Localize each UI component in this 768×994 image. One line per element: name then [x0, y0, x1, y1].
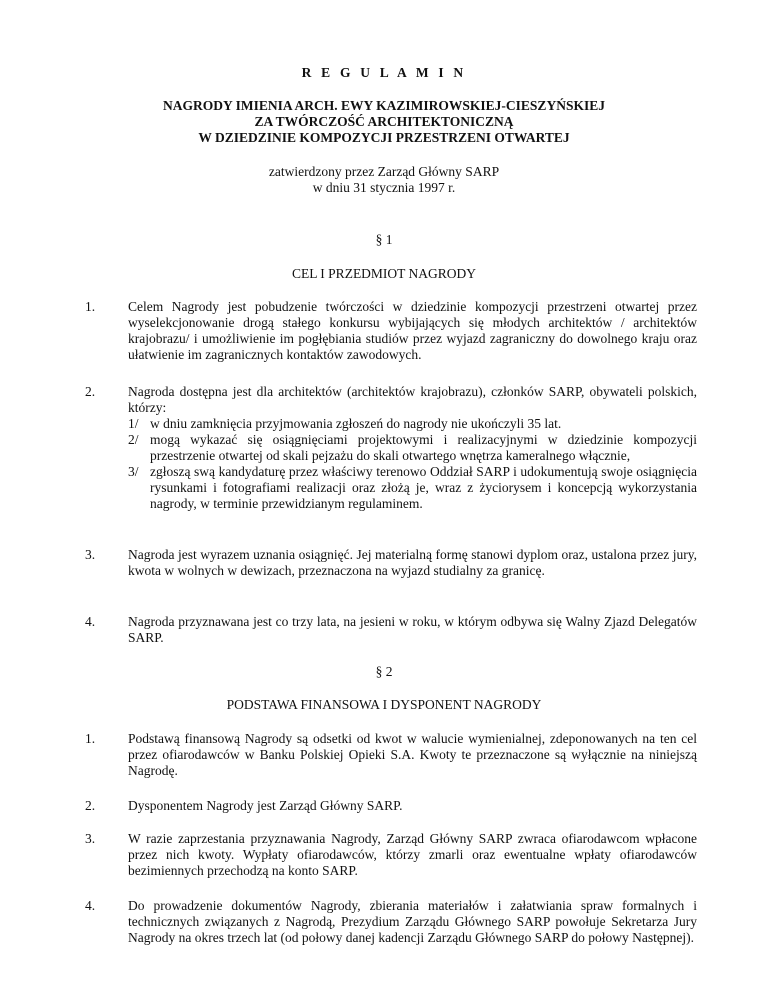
sub-item-label: 2/: [128, 432, 139, 447]
sub-item-text: zgłoszą swą kandydaturę przez właściwy terenowo Oddział SARP i udokumentują swoje osiągnięcia rysunkami i fotografiami realizacji oraz złożą je, wraz z życiorysem i koncepcją wykorzystania nagrody, w terminie przewidzianym regulaminem.: [150, 464, 697, 511]
sub-item-label: 1/: [128, 416, 139, 431]
sub-list: [128, 416, 697, 512]
sub-item-text: mogą wykazać się osiągnięciami projektowymi i realizacyjnymi w dziedzinie kompozycji przestrzenie otwartej od skali pejzażu do skali otwartego wnętrza kameralnego włącznie,: [150, 432, 697, 463]
section-heading: CEL I PRZEDMIOT NAGRODY: [291, 266, 477, 281]
subtitle-line: W DZIEDZINIE KOMPOZYCJI PRZESTRZENI OTWARTEJ: [198, 130, 570, 145]
section-symbol: § 1: [375, 232, 393, 247]
document-title: R E G U L A M I N: [301, 65, 467, 80]
section-heading: PODSTAWA FINANSOWA I DYSPONENT NAGRODY: [226, 697, 542, 712]
item-text: Celem Nagrody jest pobudzenie twórczości w dziedzinie kompozycji przestrzeni otwartej przez wyselekcjonowanie drogą stałego konkursu wybijających się młodych architektów / architektów krajobrazu/ i umożliwienie im pogłębiania studiów przez wyjazd zagraniczny do dowolnego kraju oraz ułatwienie im zagranicznych kontaktów zawodowych.: [128, 299, 697, 362]
sub-item-label: 3/: [128, 464, 139, 479]
sub-list-item: [128, 432, 697, 464]
item-text: Do prowadzenie dokumentów Nagrody, zbierania materiałów i załatwiania spraw formalnych i technicznych związanych z Nagrodą, Prezydium Zarządu Głównego SARP powołuje Sekretarza Jury Nagrody na okres trzech lat (od połowy danej kadencji Zarządu Głównego SARP do połowy Następnej).: [128, 898, 697, 945]
item-text: Nagroda jest wyrazem uznania osiągnięć. Jej materialną formę stanowi dyplom oraz, ustalona przez jury, kwota w wolnych w dewizach, przeznaczona na wyjazd studialny za granicę.: [128, 547, 697, 578]
item-text: Dysponentem Nagrody jest Zarząd Główny SARP.: [128, 798, 403, 813]
item-number: 1.: [85, 731, 96, 746]
sub-item-text: w dniu zamknięcia przyjmowania zgłoszeń do nagrody nie ukończyli 35 lat.: [150, 416, 562, 431]
subtitle-line: NAGRODY IMIENIA ARCH. EWY KAZIMIROWSKIEJ-CIESZYŃSKIEJ: [163, 98, 605, 113]
sub-list-item: [128, 464, 697, 512]
item-text: Nagroda dostępna jest dla architektów (architektów krajobrazu), członków SARP, obywateli polskich, którzy:: [128, 384, 697, 415]
item-number: 3.: [85, 547, 96, 562]
approval-line: zatwierdzony przez Zarząd Główny SARP: [268, 164, 500, 179]
item-text: Podstawą finansową Nagrody są odsetki od kwot w walucie wymienialnej, zdeponowanych na ten cel przez ofiarodawców w Banku Polskiej Opieki S.A. Kwoty te przeznaczone są wyłącznie na niniejszą Nagrodę.: [128, 731, 697, 778]
sub-list-item: [128, 416, 697, 432]
document-subtitle: [100, 98, 668, 146]
item-number: 3.: [85, 831, 96, 846]
item-text: W razie zaprzestania przyznawania Nagrody, Zarząd Główny SARP zwraca ofiarodawcom wpłacone przez nich kwoty. Wypłaty ofiarodawców, którzy zmarli oraz ewentualne wpłaty ofiarodawców bezimiennych przechodzą na konto SARP.: [128, 831, 697, 878]
approval-line: w dniu 31 stycznia 1997 r.: [312, 180, 456, 195]
item-number: 2.: [85, 384, 96, 399]
item-text: Nagroda przyznawana jest co trzy lata, na jesieni w roku, w którym odbywa się Walny Zjazd Delegatów SARP.: [128, 614, 697, 645]
section-symbol: § 2: [375, 664, 393, 679]
item-number: 1.: [85, 299, 96, 314]
subtitle-line: ZA TWÓRCZOŚĆ ARCHITEKTONICZNĄ: [254, 114, 514, 129]
item-number: 4.: [85, 614, 96, 629]
item-number: 2.: [85, 798, 96, 813]
item-number: 4.: [85, 898, 96, 913]
approval-note: [100, 164, 668, 196]
